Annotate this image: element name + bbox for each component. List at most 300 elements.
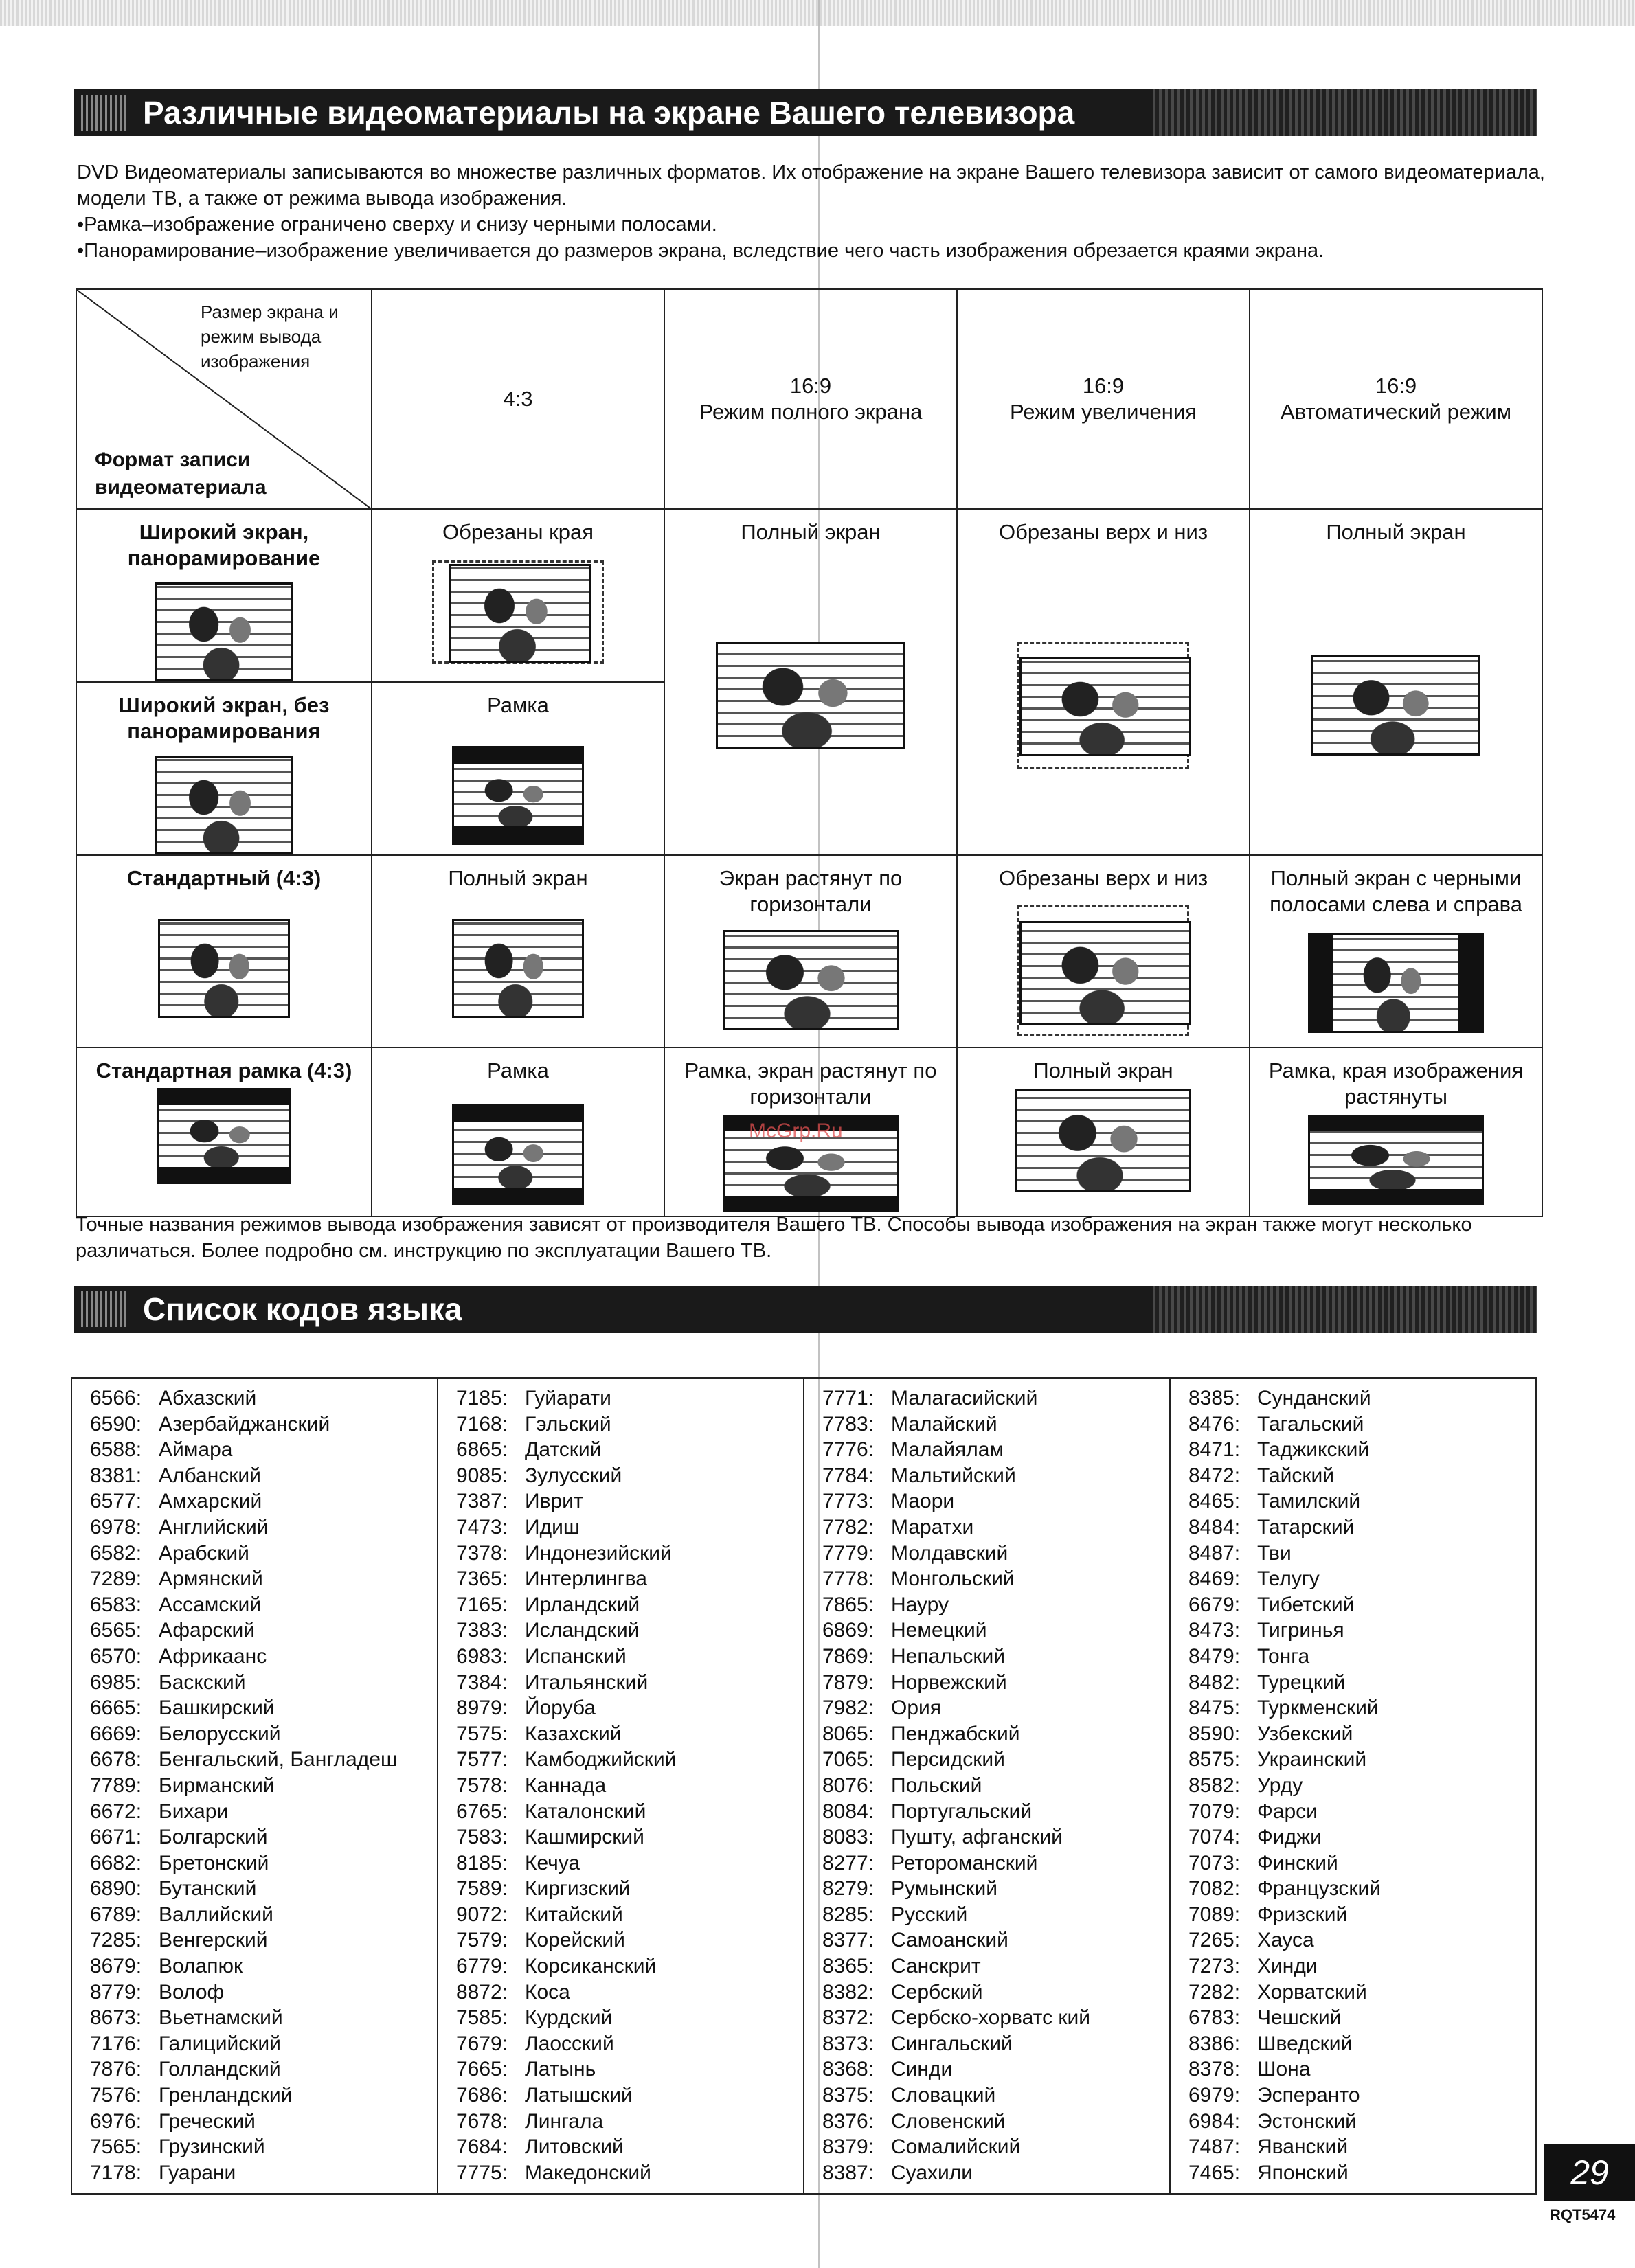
language-code: 8382: <box>822 1980 875 2004</box>
list-item <box>456 1721 803 1747</box>
video-thumbnail <box>449 564 591 663</box>
list-item <box>822 2031 1169 2057</box>
language-code: 7583: <box>456 1826 508 1849</box>
document-code: RQT5474 <box>1550 2206 1616 2223</box>
language-name: Турецкий <box>1257 1670 1346 1694</box>
language-name: Галицийский <box>159 2032 281 2055</box>
language-code: 6682: <box>90 1851 142 1874</box>
language-code: 6590: <box>90 1412 142 1436</box>
language-name: Гуйарати <box>525 1387 611 1409</box>
language-column <box>72 1379 438 2193</box>
language-name: Малагасийский <box>891 1387 1038 1409</box>
list-item <box>456 1695 803 1721</box>
table-cell <box>957 509 1250 855</box>
list-item <box>822 1515 1169 1541</box>
list-item <box>90 1799 437 1825</box>
language-code: 8471: <box>1188 1438 1241 1462</box>
language-name: Тигринья <box>1257 1619 1344 1642</box>
language-name: Курдский <box>525 2006 613 2030</box>
language-name: Зулусский <box>525 1464 622 1487</box>
language-code: 8387: <box>822 2161 875 2184</box>
list-item <box>90 1411 437 1438</box>
language-name: Английский <box>159 1515 269 1539</box>
language-name: Татарский <box>1257 1515 1355 1539</box>
language-name: Киргизский <box>525 1877 631 1901</box>
language-code: 8368: <box>822 2058 875 2081</box>
list-item <box>456 1566 803 1592</box>
language-name: Непальский <box>891 1644 1006 1668</box>
video-thumbnail <box>157 1088 291 1184</box>
language-name: Гэльский <box>525 1412 611 1436</box>
language-code: 8381: <box>90 1464 142 1487</box>
language-name: Абхазский <box>159 1387 257 1409</box>
language-name: Малайский <box>891 1412 997 1436</box>
language-name: Латышский <box>525 2084 633 2107</box>
language-code: 8084: <box>822 1800 875 1823</box>
list-item <box>1188 1980 1535 2006</box>
language-name: Итальянский <box>525 1670 649 1694</box>
row-label: Стандартная рамка (4:3) <box>95 1058 352 1082</box>
list-item <box>90 2160 437 2186</box>
table-cell <box>372 855 664 1047</box>
language-name: Кечуа <box>525 1851 580 1874</box>
list-item <box>822 1773 1169 1799</box>
cell-label: Рамка, края изображения растянуты <box>1268 1058 1524 1109</box>
language-code: 8372: <box>822 2006 875 2030</box>
language-name: Лаосский <box>525 2032 614 2055</box>
language-code: 8473: <box>1188 1619 1241 1642</box>
language-code: 7378: <box>456 1541 508 1565</box>
language-column <box>438 1379 804 2193</box>
list-item <box>90 1902 437 1928</box>
language-name: Персидский <box>891 1748 1005 1771</box>
list-item <box>822 1566 1169 1592</box>
language-name: Албанский <box>159 1464 261 1487</box>
language-name: Сербско-хорватс кий <box>891 2006 1091 2030</box>
list-item <box>90 1541 437 1567</box>
list-item <box>1188 1644 1535 1670</box>
language-code-list <box>71 1377 1537 2195</box>
list-item <box>1188 1670 1535 1696</box>
language-code: 7686: <box>456 2084 508 2107</box>
cell-label: Обрезаны верх и низ <box>998 520 1208 544</box>
language-code: 8469: <box>1188 1567 1241 1591</box>
corner-bottom-label: Формат записи видеоматериала <box>95 449 267 499</box>
video-thumbnail <box>158 919 290 1018</box>
language-name: Ассамский <box>159 1593 261 1616</box>
list-item <box>822 1463 1169 1489</box>
language-name: Польский <box>891 1773 982 1797</box>
video-thumbnail <box>1019 657 1191 756</box>
list-item <box>90 1618 437 1644</box>
table-cell <box>1250 855 1542 1047</box>
table-cell <box>372 1047 664 1216</box>
watermark-text: McGrp.Ru <box>749 1120 843 1142</box>
language-name: Голландский <box>159 2058 281 2081</box>
language-code: 8376: <box>822 2109 875 2133</box>
language-code: 6983: <box>456 1644 508 1668</box>
language-name: Тайский <box>1257 1464 1335 1487</box>
cell-label: Рамка <box>487 693 549 717</box>
language-code: 7273: <box>1188 1955 1241 1978</box>
language-name: Эстонский <box>1257 2109 1357 2133</box>
list-item <box>90 1824 437 1850</box>
list-item <box>1188 1566 1535 1592</box>
language-name: Фризский <box>1257 1903 1348 1926</box>
language-code: 7089: <box>1188 1903 1241 1926</box>
language-code: 6679: <box>1188 1593 1241 1616</box>
language-name: Молдавский <box>891 1541 1008 1565</box>
language-code: 7879: <box>822 1670 875 1694</box>
list-item <box>1188 1488 1535 1515</box>
list-item <box>1188 2056 1535 2083</box>
language-code: 6582: <box>90 1541 142 1565</box>
list-item <box>90 1385 437 1411</box>
list-item <box>822 1850 1169 1876</box>
video-thumbnail <box>1019 921 1191 1025</box>
list-item <box>822 1437 1169 1463</box>
video-thumbnail <box>1308 933 1484 1033</box>
list-item <box>822 1902 1169 1928</box>
language-name: Словенский <box>891 2109 1006 2133</box>
list-item <box>822 1721 1169 1747</box>
list-item <box>456 2134 803 2160</box>
language-code: 7465: <box>1188 2161 1241 2184</box>
language-code: 6566: <box>90 1387 142 1409</box>
list-item <box>822 1592 1169 1618</box>
language-name: Валлийский <box>159 1903 273 1926</box>
row-header <box>76 1047 372 1216</box>
language-code: 6984: <box>1188 2109 1241 2133</box>
table-cell <box>1250 1047 1542 1216</box>
list-item <box>822 1644 1169 1670</box>
video-thumbnail <box>1308 1115 1484 1205</box>
list-item <box>822 1747 1169 1773</box>
list-item <box>90 1437 437 1463</box>
crop-outline <box>432 560 604 664</box>
language-name: Испанский <box>525 1644 627 1668</box>
list-item <box>1188 1927 1535 1953</box>
list-item <box>456 1773 803 1799</box>
table-cell <box>372 682 664 855</box>
language-code: 7784: <box>822 1464 875 1487</box>
list-item <box>822 1824 1169 1850</box>
language-code: 7665: <box>456 2058 508 2081</box>
table-footnote: Точные названия режимов вывода изображения зависят от производителя Вашего ТВ. Способы вывода изображения на экран также могут несколько различаться. Более подробно см. инструкцию по эксплуатации Вашего ТВ. <box>76 1214 1472 1262</box>
language-name: Сомалийский <box>891 2135 1021 2159</box>
language-name: Белорусский <box>159 1722 281 1745</box>
language-code: 7865: <box>822 1593 875 1616</box>
language-name: Тонга <box>1257 1644 1310 1668</box>
language-code: 8472: <box>1188 1464 1241 1487</box>
list-item <box>456 2005 803 2031</box>
list-item <box>1188 1902 1535 1928</box>
crop-outline <box>1017 642 1189 769</box>
language-code: 7876: <box>90 2058 142 2081</box>
list-item <box>90 1850 437 1876</box>
list-item <box>1188 1799 1535 1825</box>
language-code: 7365: <box>456 1567 508 1591</box>
language-code: 7487: <box>1188 2135 1241 2159</box>
language-code: 8673: <box>90 2006 142 2030</box>
language-code: 8575: <box>1188 1748 1241 1771</box>
list-item <box>456 1747 803 1773</box>
language-name: Гренландский <box>159 2084 293 2107</box>
language-name: Каннада <box>525 1773 607 1797</box>
list-item <box>1188 1437 1535 1463</box>
list-item <box>456 1876 803 1902</box>
language-code: 6583: <box>90 1593 142 1616</box>
language-name: Норвежский <box>891 1670 1007 1694</box>
language-name: Тви <box>1257 1541 1292 1565</box>
intro-bullet-frame: •Рамка–изображение ограничено сверху и снизу черными полосами. <box>77 214 717 236</box>
language-code: 6985: <box>90 1670 142 1694</box>
list-item <box>456 1927 803 1953</box>
list-item <box>1188 2134 1535 2160</box>
list-item <box>822 1488 1169 1515</box>
language-name: Латынь <box>525 2058 596 2081</box>
video-thumbnail <box>452 1104 584 1205</box>
language-name: Таджикский <box>1257 1438 1370 1462</box>
language-column <box>1171 1379 1535 2193</box>
language-name: Эсперанто <box>1257 2084 1360 2107</box>
list-item <box>90 1515 437 1541</box>
language-name: Пенджабский <box>891 1722 1020 1745</box>
language-code: 7082: <box>1188 1877 1241 1901</box>
language-name: Баскский <box>159 1670 246 1694</box>
language-code: 8482: <box>1188 1670 1241 1694</box>
list-item <box>1188 2109 1535 2135</box>
language-code: 8378: <box>1188 2058 1241 2081</box>
section-heading-language-codes <box>74 1286 1537 1333</box>
language-code: 7383: <box>456 1619 508 1642</box>
language-name: Телугу <box>1257 1567 1320 1591</box>
video-thumbnail <box>452 746 584 845</box>
language-code: 6669: <box>90 1722 142 1745</box>
language-name: Грузинский <box>159 2135 265 2159</box>
language-code: 7576: <box>90 2084 142 2107</box>
list-item <box>456 2031 803 2057</box>
list-item <box>1188 1747 1535 1773</box>
language-code: 7387: <box>456 1490 508 1513</box>
language-name: Идиш <box>525 1515 580 1539</box>
list-item <box>822 1799 1169 1825</box>
language-code: 6890: <box>90 1877 142 1901</box>
list-item <box>90 1488 437 1515</box>
language-code: 6570: <box>90 1644 142 1668</box>
column-header: 16:9 Режим полного экрана <box>664 289 957 509</box>
language-code: 8465: <box>1188 1490 1241 1513</box>
language-name: Мальтийский <box>891 1464 1016 1487</box>
list-item <box>456 1850 803 1876</box>
list-item <box>822 2109 1169 2135</box>
list-item <box>1188 1411 1535 1438</box>
language-name: Науру <box>891 1593 949 1616</box>
list-item <box>456 1488 803 1515</box>
row-label: Стандартный (4:3) <box>126 866 322 890</box>
language-name: Тибетский <box>1257 1593 1355 1616</box>
language-code: 8379: <box>822 2135 875 2159</box>
list-item <box>1188 2031 1535 2057</box>
language-code: 6672: <box>90 1800 142 1823</box>
language-code: 8475: <box>1188 1697 1241 1720</box>
language-name: Сербский <box>891 1980 983 2004</box>
list-item <box>456 1670 803 1696</box>
language-name: Суахили <box>891 2161 973 2184</box>
language-name: Тамилский <box>1257 1490 1361 1513</box>
language-code: 7869: <box>822 1644 875 1668</box>
language-name: Индонезийский <box>525 1541 672 1565</box>
language-code: 9072: <box>456 1903 508 1926</box>
list-item <box>90 1747 437 1773</box>
language-code: 6765: <box>456 1800 508 1823</box>
list-item <box>822 1695 1169 1721</box>
language-code: 7771: <box>822 1387 875 1409</box>
language-code: 8285: <box>822 1903 875 1926</box>
language-name: Португальский <box>891 1800 1033 1823</box>
language-name: Украинский <box>1257 1748 1367 1771</box>
list-item <box>456 1437 803 1463</box>
language-column <box>804 1379 1171 2193</box>
list-item <box>822 1541 1169 1567</box>
language-code: 8185: <box>456 1851 508 1874</box>
list-item <box>456 1980 803 2006</box>
list-item <box>456 1463 803 1489</box>
language-name: Самоанский <box>891 1929 1008 1952</box>
list-item <box>1188 1876 1535 1902</box>
column-header: 16:9 Режим увеличения <box>957 289 1250 509</box>
language-code: 8377: <box>822 1929 875 1952</box>
list-item <box>822 2005 1169 2031</box>
language-code: 9085: <box>456 1464 508 1487</box>
language-name: Вьетнамский <box>159 2006 283 2030</box>
cell-label: Полный экран с черными полосами слева и справа <box>1270 866 1522 916</box>
language-code: 6783: <box>1188 2006 1241 2030</box>
language-code: 8484: <box>1188 1515 1241 1539</box>
list-item <box>90 1695 437 1721</box>
language-code: 7678: <box>456 2109 508 2133</box>
language-code: 6789: <box>90 1903 142 1926</box>
language-code: 6865: <box>456 1438 508 1462</box>
list-item <box>822 1670 1169 1696</box>
page-number-badge <box>1544 2144 1635 2201</box>
intro-paragraph: DVD Видеоматериалы записываются во множестве различных форматов. Их отображение на экране Вашего телевизора зависит от самого видеоматериала, модели ТВ, а также от режима вывода изображения. <box>77 161 1545 209</box>
language-code: 7473: <box>456 1515 508 1539</box>
language-name: Лингала <box>525 2109 604 2133</box>
list-item <box>456 2160 803 2186</box>
section-heading-video-formats <box>74 89 1537 136</box>
cell-label: Экран растянут по горизонтали <box>719 866 903 916</box>
language-code: 7782: <box>822 1515 875 1539</box>
list-item <box>90 1644 437 1670</box>
language-code: 7178: <box>90 2161 142 2184</box>
language-name: Казахский <box>525 1722 622 1745</box>
row-header <box>76 855 372 1047</box>
table-cell <box>664 855 957 1047</box>
list-item <box>90 1876 437 1902</box>
language-name: Ретороманский <box>891 1851 1038 1874</box>
table-corner-cell <box>76 289 372 509</box>
language-name: Камбоджийский <box>525 1748 677 1771</box>
language-name: Македонский <box>525 2161 651 2184</box>
language-code: 7176: <box>90 2032 142 2055</box>
language-name: Немецкий <box>891 1619 987 1642</box>
language-code: 6979: <box>1188 2084 1241 2107</box>
list-item <box>90 2109 437 2135</box>
language-code: 8590: <box>1188 1722 1241 1745</box>
list-item <box>1188 2160 1535 2186</box>
language-name: Кашмирский <box>525 1826 644 1849</box>
cell-label: Полный экран <box>1033 1058 1173 1082</box>
video-thumbnail <box>155 582 293 681</box>
language-code: 6976: <box>90 2109 142 2133</box>
language-code: 8083: <box>822 1826 875 1849</box>
list-item <box>90 1721 437 1747</box>
list-item <box>456 1618 803 1644</box>
language-code: 7073: <box>1188 1851 1241 1874</box>
language-code: 8872: <box>456 1980 508 2004</box>
list-item <box>822 1927 1169 1953</box>
list-item <box>90 1670 437 1696</box>
language-code: 7384: <box>456 1670 508 1694</box>
list-item <box>456 1411 803 1438</box>
language-name: Датский <box>525 1438 602 1462</box>
language-code: 7165: <box>456 1593 508 1616</box>
language-name: Бенгальский, Бангладеш <box>159 1748 398 1771</box>
list-item <box>1188 1515 1535 1541</box>
top-halftone-band <box>0 0 1635 26</box>
list-item <box>456 1385 803 1411</box>
table-cell <box>372 509 664 682</box>
language-code: 7285: <box>90 1929 142 1952</box>
language-name: Туркменский <box>1257 1697 1379 1720</box>
list-item <box>822 1411 1169 1438</box>
column-header: 16:9 Автоматический режим <box>1250 289 1542 509</box>
language-code: 7775: <box>456 2161 508 2184</box>
language-name: Бретонский <box>159 1851 269 1874</box>
video-thumbnail <box>1015 1089 1191 1192</box>
language-code: 6665: <box>90 1697 142 1720</box>
language-code: 8279: <box>822 1877 875 1901</box>
language-code: 7578: <box>456 1773 508 1797</box>
video-thumbnail <box>452 919 584 1018</box>
language-name: Малайялам <box>891 1438 1004 1462</box>
language-code: 7265: <box>1188 1929 1241 1952</box>
language-name: Интерлингва <box>525 1567 647 1591</box>
list-item <box>1188 2005 1535 2031</box>
video-thumbnail <box>716 642 905 749</box>
list-item <box>822 2083 1169 2109</box>
language-name: Литовский <box>525 2135 624 2159</box>
language-name: Волоф <box>159 1980 225 2004</box>
language-name: Японский <box>1257 2161 1349 2184</box>
language-code: 8375: <box>822 2084 875 2107</box>
language-code: 7577: <box>456 1748 508 1771</box>
list-item <box>1188 1695 1535 1721</box>
table-cell <box>1250 509 1542 855</box>
language-code: 7779: <box>822 1541 875 1565</box>
language-name: Французский <box>1257 1877 1381 1901</box>
language-code: 6678: <box>90 1748 142 1771</box>
list-item <box>1188 2083 1535 2109</box>
list-item <box>1188 1618 1535 1644</box>
list-item <box>90 1927 437 1953</box>
language-name: Синди <box>891 2058 953 2081</box>
language-name: Урду <box>1257 1773 1303 1797</box>
language-name: Шведский <box>1257 2032 1353 2055</box>
language-name: Армянский <box>159 1567 263 1591</box>
language-name: Хинди <box>1257 1955 1318 1978</box>
